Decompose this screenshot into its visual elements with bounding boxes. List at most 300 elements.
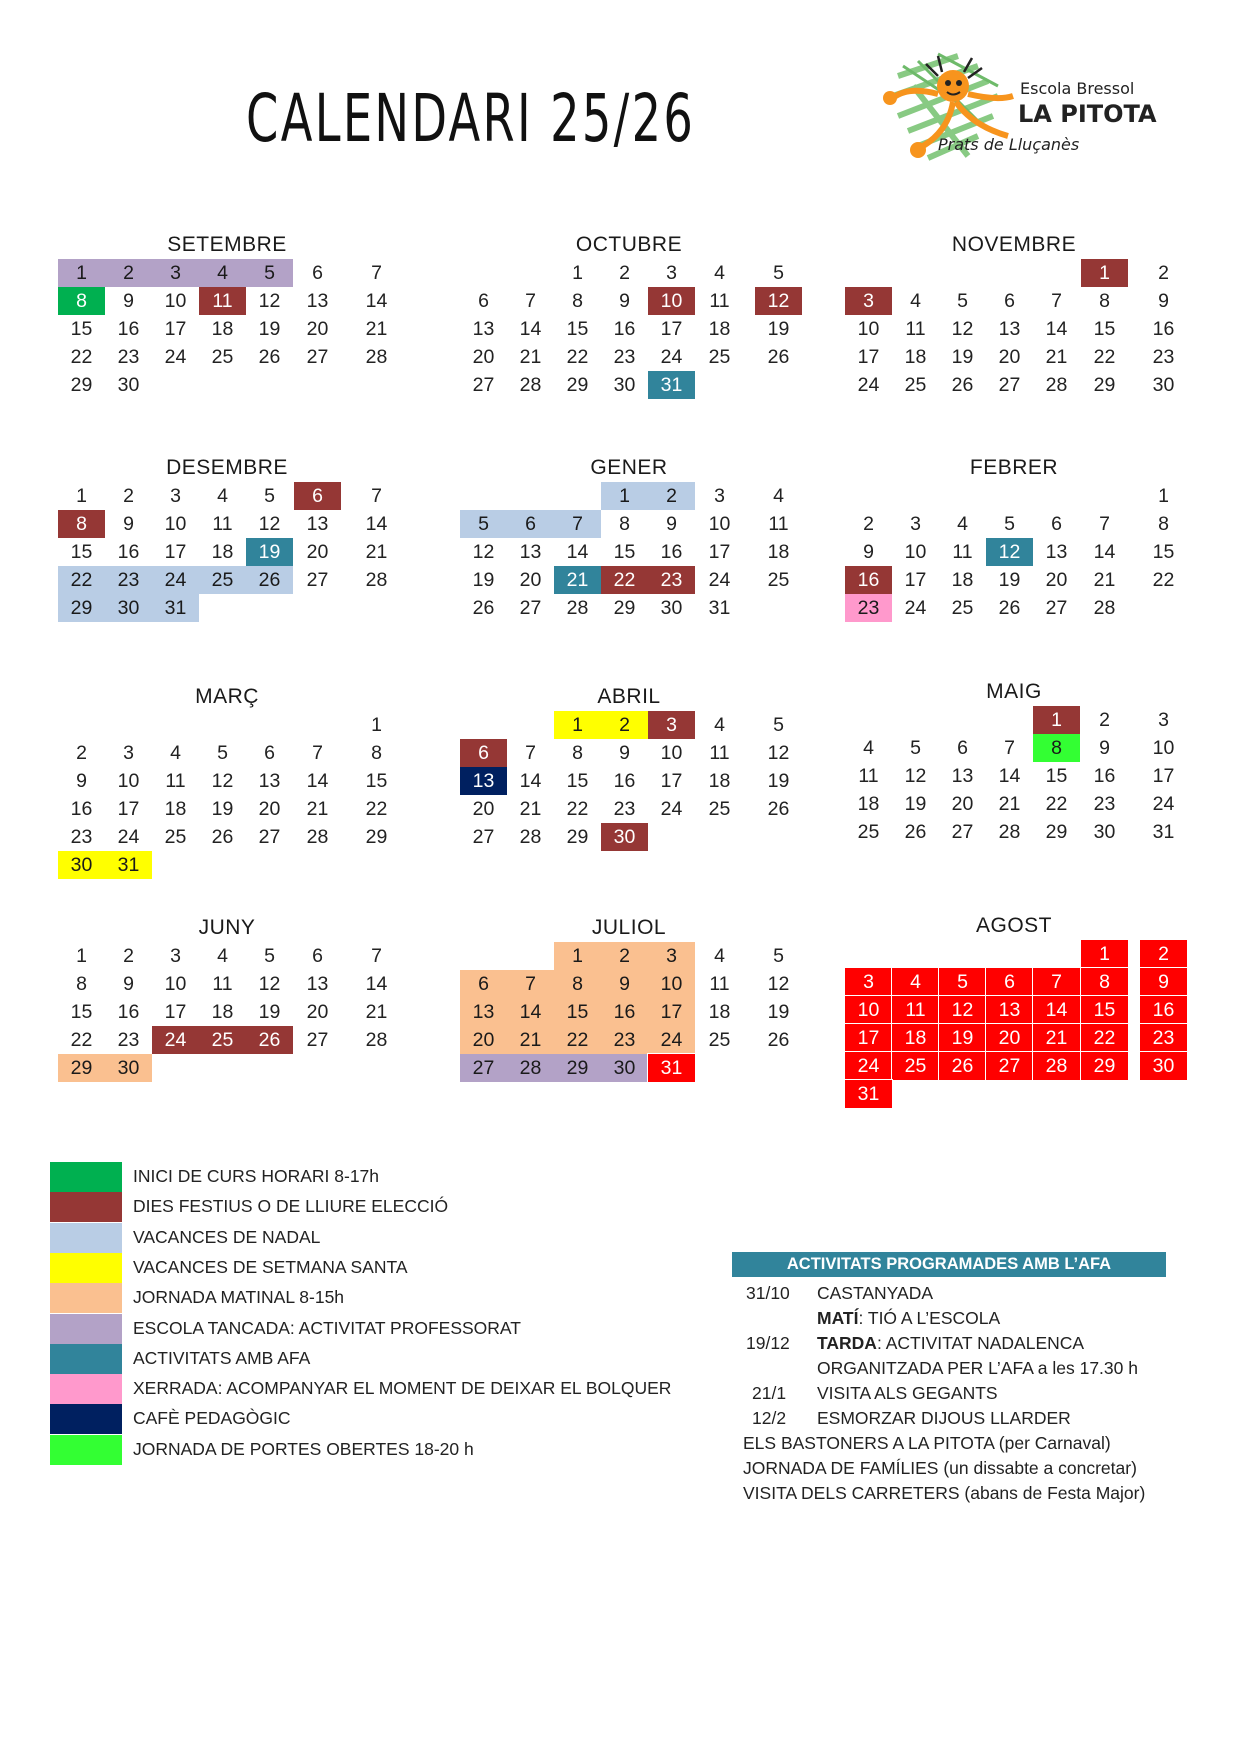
day-cell: 7 [525, 290, 536, 312]
day-cell: 3 [714, 485, 725, 507]
day-cell: 27 [306, 1029, 329, 1051]
day-cell: 3 [170, 485, 181, 507]
day-cell: 11 [709, 290, 730, 312]
day-cell: 4 [714, 262, 725, 284]
day-cell: 2 [123, 485, 134, 507]
day-cell: 29 [566, 826, 589, 848]
day-cell: 31 [1152, 821, 1175, 843]
day-cell: 4 [217, 485, 228, 507]
day-cell: 18 [164, 798, 187, 820]
school-logo [868, 46, 1158, 168]
day-cell: 15 [554, 998, 601, 1026]
day-cell: 23 [613, 798, 636, 820]
day-cell: 8 [1033, 734, 1080, 762]
day-cell: 11 [952, 541, 973, 563]
day-cell: 10 [708, 513, 731, 535]
day-cell: 21 [554, 566, 601, 594]
afa-text-rest: : ACTIVITAT NADALENCA [876, 1333, 1085, 1353]
day-cell: 22 [58, 566, 105, 594]
day-cell: 20 [472, 798, 495, 820]
month-name: MAIG [986, 680, 1042, 703]
day-cell: 25 [199, 1026, 246, 1054]
afa-text: ESMORZAR DIJOUS LLARDER [817, 1408, 1071, 1428]
day-cell: 1 [76, 945, 87, 967]
day-cell: 1 [76, 485, 87, 507]
day-cell: 21 [365, 1001, 388, 1023]
day-cell: 24 [164, 346, 187, 368]
day-cell: 5 [957, 290, 968, 312]
day-cell: 28 [1045, 374, 1068, 396]
day-cell: 6 [294, 482, 341, 510]
month-name: MARÇ [195, 685, 259, 708]
day-cell: 17 [1152, 765, 1175, 787]
day-cell: 13 [998, 318, 1021, 340]
day-cell: 28 [519, 826, 542, 848]
day-cell: 21 [365, 541, 388, 563]
day-cell: 18 [767, 541, 790, 563]
day-cell: 10 [648, 970, 695, 998]
day-cell: 22 [1093, 346, 1116, 368]
day-cell: 15 [70, 541, 93, 563]
legend-item-xerrada [50, 1374, 750, 1404]
day-cell: 18 [211, 541, 234, 563]
day-cell: 14 [1093, 541, 1116, 563]
day-cell: 18 [708, 1001, 731, 1023]
day-cell: 6 [1051, 513, 1062, 535]
day-cell: 8 [1099, 290, 1110, 312]
day-cell: 7 [1033, 968, 1080, 996]
day-cell: 10 [1152, 737, 1175, 759]
day-cell: 7 [1004, 737, 1015, 759]
day-cell: 20 [306, 318, 329, 340]
day-cell: 21 [507, 1026, 554, 1054]
day-cell: 8 [371, 742, 382, 764]
day-cell: 22 [365, 798, 388, 820]
day-cell: 30 [613, 374, 636, 396]
day-cell: 9 [619, 290, 630, 312]
day-cell: 21 [306, 798, 329, 820]
day-cell: 16 [660, 541, 683, 563]
day-cell: 26 [472, 597, 495, 619]
page-title: CALENDARI 25/26 [246, 80, 696, 157]
legend-item-matinal [50, 1283, 750, 1313]
legend-item-portes [50, 1435, 750, 1465]
day-cell: 27 [519, 597, 542, 619]
day-cell: 26 [767, 346, 790, 368]
legend-label: JORNADA MATINAL 8-15h [133, 1287, 345, 1308]
day-cell: 1 [1158, 485, 1169, 507]
day-cell: 28 [1093, 597, 1116, 619]
day-cell: 5 [773, 945, 784, 967]
day-cell: 3 [910, 513, 921, 535]
day-cell: 11 [709, 973, 730, 995]
day-cell: 20 [519, 569, 542, 591]
legend-swatch [50, 1253, 122, 1283]
day-cell: 9 [601, 970, 648, 998]
afa-heading: ACTIVITATS PROGRAMADES AMB L’AFA [732, 1252, 1166, 1277]
day-cell: 21 [365, 318, 388, 340]
day-cell: 22 [566, 346, 589, 368]
day-cell: 28 [365, 346, 388, 368]
day-cell: 22 [554, 1026, 601, 1054]
day-cell: 20 [460, 1026, 507, 1054]
legend-item-afa [50, 1344, 750, 1374]
day-cell: 13 [460, 767, 507, 795]
afa-text [817, 1333, 1084, 1354]
day-cell: 20 [258, 798, 281, 820]
day-cell: 2 [1140, 940, 1187, 968]
day-cell: 31 [152, 594, 199, 622]
day-cell: 28 [365, 569, 388, 591]
day-cell: 4 [892, 968, 939, 996]
day-cell: 15 [1093, 318, 1116, 340]
day-cell: 14 [365, 973, 388, 995]
day-cell: 23 [845, 594, 892, 622]
day-cell: 31 [845, 1080, 892, 1108]
day-cell: 2 [105, 259, 152, 287]
legend-swatch [50, 1162, 122, 1192]
day-cell: 1 [554, 711, 601, 739]
day-cell: 21 [1045, 346, 1068, 368]
day-cell: 9 [619, 742, 630, 764]
afa-text-rest: : TIÓ A L’ESCOLA [858, 1308, 1001, 1328]
day-cell: 23 [1093, 793, 1116, 815]
day-cell: 3 [152, 259, 199, 287]
day-cell: 14 [519, 318, 542, 340]
day-cell: 23 [648, 566, 695, 594]
day-cell: 5 [246, 259, 293, 287]
day-cell: 19 [767, 770, 790, 792]
afa-date: 12/2 [752, 1408, 787, 1428]
day-cell: 23 [613, 346, 636, 368]
day-cell: 19 [998, 569, 1021, 591]
day-cell: 14 [566, 541, 589, 563]
day-cell: 16 [1152, 318, 1175, 340]
day-cell: 13 [1045, 541, 1068, 563]
logo-line2: LA PITOTA [1018, 100, 1157, 128]
day-cell: 18 [892, 1024, 939, 1052]
day-cell: 24 [904, 597, 927, 619]
day-cell: 6 [957, 737, 968, 759]
day-cell: 21 [1093, 569, 1116, 591]
day-cell: 3 [1158, 709, 1169, 731]
day-cell: 29 [58, 1054, 105, 1082]
day-cell: 23 [1140, 1024, 1187, 1052]
day-cell: 24 [660, 798, 683, 820]
day-cell: 24 [708, 569, 731, 591]
day-cell: 16 [117, 1001, 140, 1023]
day-cell: 22 [1045, 793, 1068, 815]
day-cell: 28 [1033, 1052, 1080, 1080]
day-cell: 9 [123, 290, 134, 312]
day-cell: 17 [904, 569, 927, 591]
day-cell: 2 [1158, 262, 1169, 284]
day-cell: 30 [117, 374, 140, 396]
day-cell: 12 [904, 765, 927, 787]
day-cell: 25 [857, 821, 880, 843]
day-cell: 16 [117, 318, 140, 340]
day-cell: 7 [1099, 513, 1110, 535]
day-cell: 31 [648, 1054, 695, 1082]
day-cell: 14 [1045, 318, 1068, 340]
day-cell: 4 [714, 714, 725, 736]
afa-text [817, 1308, 1000, 1329]
day-cell: 12 [258, 513, 281, 535]
day-cell: 8 [58, 510, 105, 538]
day-cell: 5 [773, 262, 784, 284]
legend-item-tancada [50, 1314, 750, 1344]
month-name: JULIOL [591, 916, 667, 939]
day-cell: 11 [858, 765, 879, 787]
day-cell: 19 [246, 538, 293, 566]
day-cell: 18 [951, 569, 974, 591]
day-cell: 19 [211, 798, 234, 820]
day-cell: 6 [460, 970, 507, 998]
day-cell: 26 [951, 374, 974, 396]
day-cell: 30 [601, 823, 648, 851]
afa-text: ELS BASTONERS A LA PITOTA (per Carnaval) [743, 1433, 1111, 1453]
day-cell: 5 [264, 945, 275, 967]
legend-swatch [50, 1192, 122, 1222]
legend-swatch [50, 1404, 122, 1434]
day-cell: 16 [601, 998, 648, 1026]
day-cell: 9 [123, 973, 134, 995]
day-cell: 11 [212, 973, 233, 995]
day-cell: 15 [70, 318, 93, 340]
day-cell: 26 [904, 821, 927, 843]
day-cell: 14 [1033, 996, 1080, 1024]
legend-label: INICI DE CURS HORARI 8-17h [133, 1166, 380, 1186]
day-cell: 10 [845, 996, 892, 1024]
day-cell: 7 [312, 742, 323, 764]
day-cell: 19 [258, 1001, 281, 1023]
day-cell: 14 [365, 513, 388, 535]
day-cell: 22 [601, 566, 648, 594]
month-name: JUNY [198, 916, 256, 939]
month-name: ABRIL [597, 685, 661, 708]
day-cell: 7 [554, 510, 601, 538]
day-cell: 20 [306, 541, 329, 563]
legend-item-cafe [50, 1404, 750, 1434]
day-cell: 4 [170, 742, 181, 764]
day-cell: 12 [472, 541, 495, 563]
day-cell: 9 [76, 770, 87, 792]
day-cell: 24 [660, 346, 683, 368]
day-cell: 7 [371, 485, 382, 507]
day-cell: 5 [264, 485, 275, 507]
day-cell: 6 [478, 290, 489, 312]
day-cell: 31 [708, 597, 731, 619]
day-cell: 4 [773, 485, 784, 507]
day-cell: 13 [986, 996, 1033, 1024]
day-cell: 28 [519, 374, 542, 396]
day-cell: 5 [910, 737, 921, 759]
day-cell: 10 [164, 973, 187, 995]
day-cell: 19 [258, 318, 281, 340]
day-cell: 11 [165, 770, 186, 792]
day-cell: 15 [365, 770, 388, 792]
day-cell: 8 [58, 287, 105, 315]
day-cell: 24 [1152, 793, 1175, 815]
day-cell: 12 [939, 996, 986, 1024]
day-cell: 26 [939, 1052, 986, 1080]
day-cell: 3 [648, 711, 695, 739]
day-cell: 16 [845, 566, 892, 594]
day-cell: 27 [986, 1052, 1033, 1080]
day-cell: 24 [117, 826, 140, 848]
day-cell: 10 [904, 541, 927, 563]
day-cell: 5 [217, 742, 228, 764]
day-cell: 11 [212, 513, 233, 535]
day-cell: 27 [1045, 597, 1068, 619]
day-cell: 20 [1045, 569, 1068, 591]
day-cell: 9 [1158, 290, 1169, 312]
day-cell: 4 [217, 945, 228, 967]
day-cell: 15 [1152, 541, 1175, 563]
day-cell: 23 [601, 1026, 648, 1054]
month-name: SETEMBRE [167, 233, 287, 256]
day-cell: 10 [660, 742, 683, 764]
day-cell: 4 [910, 290, 921, 312]
day-cell: 25 [708, 798, 731, 820]
day-cell: 26 [246, 1026, 293, 1054]
day-cell: 10 [164, 290, 187, 312]
day-cell: 6 [312, 262, 323, 284]
day-cell: 12 [767, 973, 790, 995]
day-cell: 6 [264, 742, 275, 764]
legend-label: ESCOLA TANCADA: ACTIVITAT PROFESSORAT [133, 1317, 521, 1338]
day-cell: 6 [312, 945, 323, 967]
day-cell: 28 [998, 821, 1021, 843]
day-cell: 1 [1033, 706, 1080, 734]
day-cell: 24 [845, 1052, 892, 1080]
day-cell: 31 [105, 851, 152, 879]
legend-swatch [50, 1223, 122, 1253]
day-cell: 13 [519, 541, 542, 563]
day-cell: 4 [863, 737, 874, 759]
day-cell: 12 [258, 973, 281, 995]
day-cell: 17 [708, 541, 731, 563]
day-cell: 3 [123, 742, 134, 764]
day-cell: 15 [566, 770, 589, 792]
day-cell: 22 [566, 798, 589, 820]
day-cell: 9 [123, 513, 134, 535]
day-cell: 27 [258, 826, 281, 848]
day-cell: 25 [708, 346, 731, 368]
day-cell: 10 [857, 318, 880, 340]
day-cell: 16 [1140, 996, 1187, 1024]
day-cell: 30 [660, 597, 683, 619]
day-cell: 8 [572, 742, 583, 764]
day-cell: 22 [1081, 1024, 1128, 1052]
day-cell: 13 [460, 998, 507, 1026]
day-cell: 24 [648, 1026, 695, 1054]
legend-label: XERRADA: ACOMPANYAR EL MOMENT DE DEIXAR EL BOLQUER [133, 1378, 672, 1399]
day-cell: 27 [460, 1054, 507, 1082]
day-cell: 2 [76, 742, 87, 764]
legend-label: CAFÈ PEDAGÒGIC [133, 1408, 291, 1429]
day-cell: 16 [1093, 765, 1116, 787]
afa-bold: MATÍ [817, 1308, 859, 1328]
month-name: GENER [590, 456, 668, 479]
day-cell: 25 [164, 826, 187, 848]
day-cell: 3 [845, 287, 892, 315]
day-cell: 9 [666, 513, 677, 535]
day-cell: 18 [708, 770, 731, 792]
day-cell: 13 [951, 765, 974, 787]
day-cell: 26 [258, 346, 281, 368]
day-cell: 28 [365, 1029, 388, 1051]
day-cell: 6 [460, 739, 507, 767]
day-cell: 29 [1093, 374, 1116, 396]
legend-label: JORNADA DE PORTES OBERTES 18-20 h [133, 1438, 474, 1459]
day-cell: 17 [164, 1001, 187, 1023]
day-cell: 19 [904, 793, 927, 815]
day-cell: 30 [105, 1054, 152, 1082]
day-cell: 2 [1099, 709, 1110, 731]
day-cell: 15 [613, 541, 636, 563]
day-cell: 16 [117, 541, 140, 563]
day-cell: 4 [199, 259, 246, 287]
day-cell: 20 [306, 1001, 329, 1023]
day-cell: 5 [1004, 513, 1015, 535]
day-cell: 15 [70, 1001, 93, 1023]
day-cell: 3 [666, 262, 677, 284]
day-cell: 9 [863, 541, 874, 563]
day-cell: 8 [554, 970, 601, 998]
day-cell: 1 [1081, 259, 1128, 287]
day-cell: 8 [572, 290, 583, 312]
day-cell: 18 [211, 318, 234, 340]
day-cell: 12 [986, 538, 1033, 566]
day-cell: 26 [211, 826, 234, 848]
day-cell: 10 [117, 770, 140, 792]
day-cell: 27 [472, 826, 495, 848]
day-cell: 7 [371, 262, 382, 284]
day-cell: 14 [519, 770, 542, 792]
day-cell: 17 [648, 998, 695, 1026]
day-cell: 19 [951, 346, 974, 368]
day-cell: 18 [708, 318, 731, 340]
day-cell: 1 [58, 259, 105, 287]
day-cell: 22 [1152, 569, 1175, 591]
day-cell: 4 [957, 513, 968, 535]
legend-swatch [50, 1435, 122, 1465]
day-cell: 25 [892, 1052, 939, 1080]
afa-text: VISITA DELS CARRETERS (abans de Festa Major) [743, 1483, 1146, 1503]
day-cell: 27 [306, 569, 329, 591]
day-cell: 12 [755, 287, 802, 315]
day-cell: 25 [199, 566, 246, 594]
afa-date: 19/12 [746, 1333, 790, 1353]
afa-text: CASTANYADA [817, 1283, 934, 1303]
day-cell: 30 [601, 1054, 648, 1082]
day-cell: 22 [70, 346, 93, 368]
day-cell: 2 [863, 513, 874, 535]
day-cell: 13 [306, 290, 329, 312]
logo-line1: Escola Bressol [1020, 79, 1135, 98]
afa-text: VISITA ALS GEGANTS [817, 1383, 998, 1403]
day-cell: 23 [117, 1029, 140, 1051]
day-cell: 18 [857, 793, 880, 815]
day-cell: 26 [246, 566, 293, 594]
day-cell: 29 [554, 1054, 601, 1082]
day-cell: 28 [306, 826, 329, 848]
afa-text: ORGANITZADA PER L’AFA a les 17.30 h [817, 1358, 1138, 1378]
day-cell: 6 [507, 510, 554, 538]
day-cell: 16 [613, 770, 636, 792]
month-name: NOVEMBRE [951, 233, 1077, 256]
